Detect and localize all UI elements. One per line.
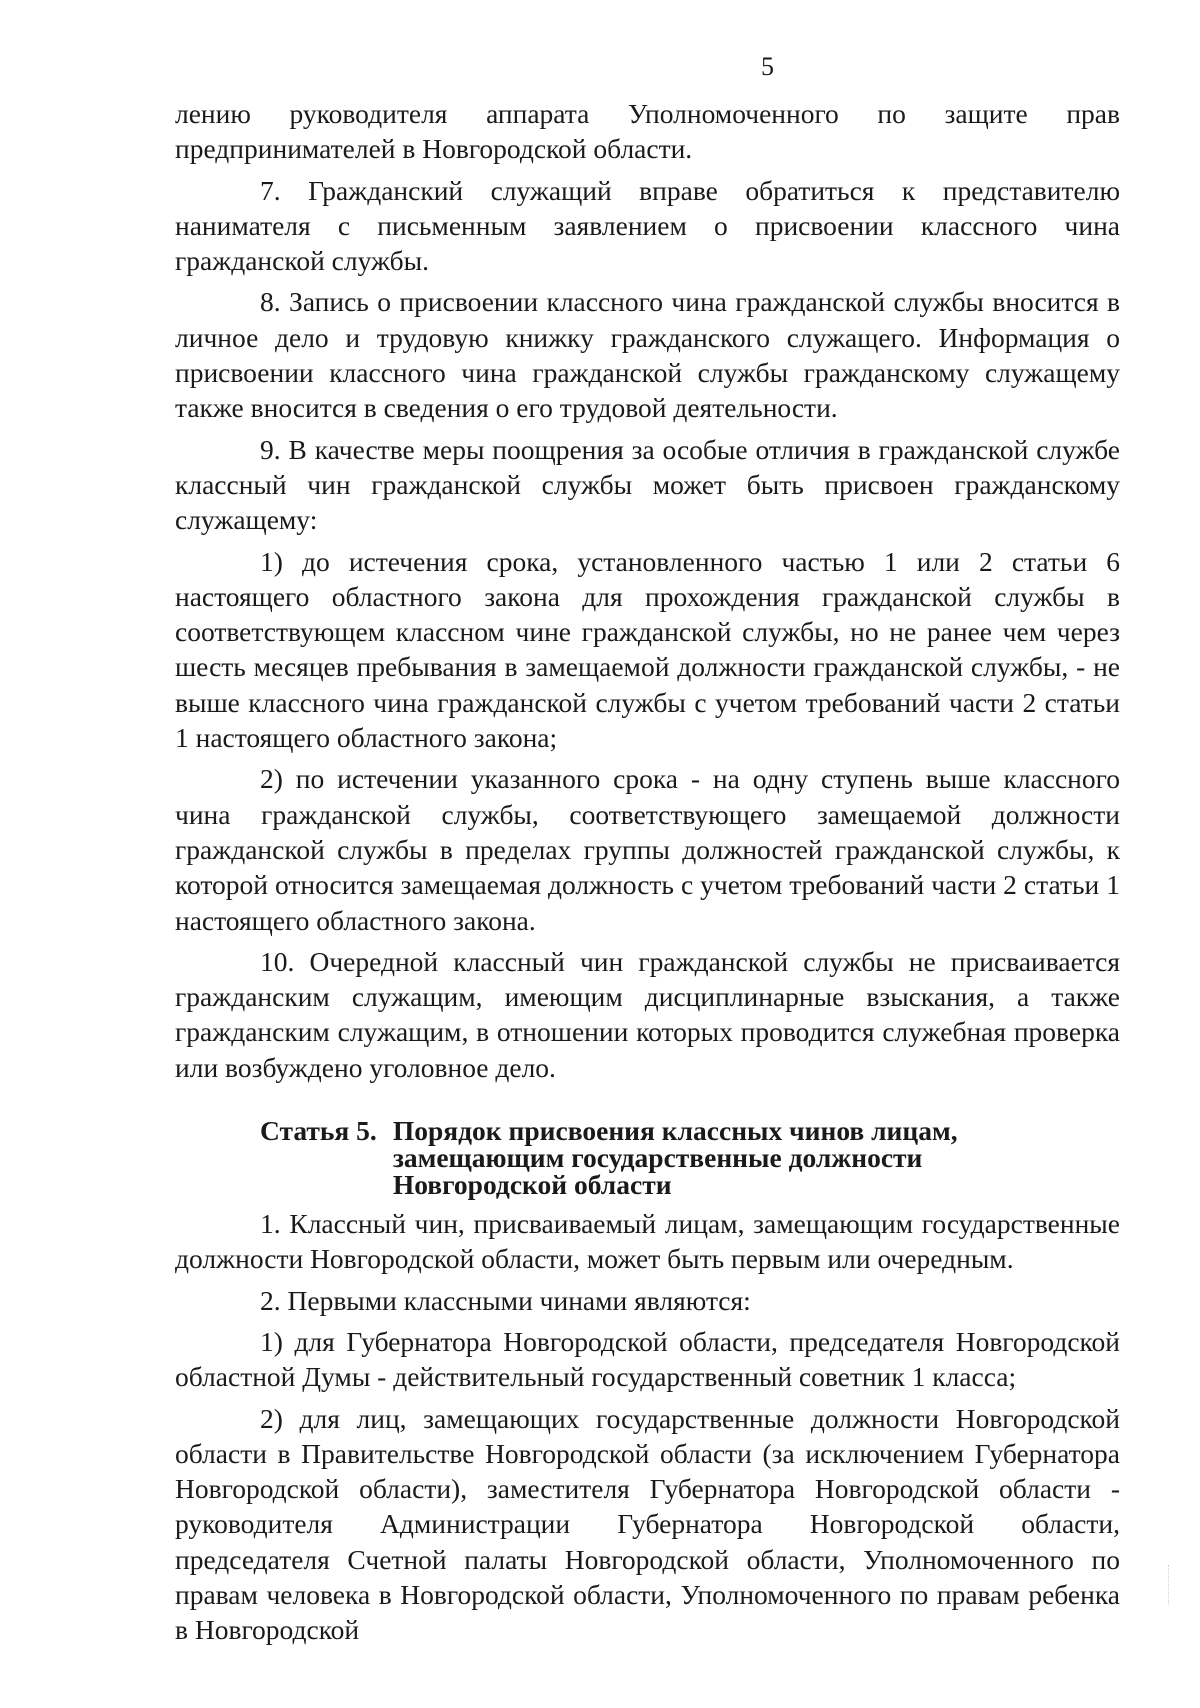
scan-edge-mark: [1168, 1565, 1170, 1605]
article-label: Статья 5.: [260, 1115, 377, 1147]
paragraph-10: 10. Очередной классный чин гражданской службы не присваивается гражданским служащим, имеющим дисциплинарные взыскания, а также гражданским служащим, в отношении которых проводится служебная проверка или возбуждено уголовное дело.: [175, 945, 1120, 1083]
paragraph-continuation: лению руководителя аппарата Уполномоченного по защите прав предпринимателей в Новгородской области.: [175, 98, 1120, 165]
article-paragraph-1: 1. Классный чин, присваиваемый лицам, замещающим государственные должности Новгородской области, может быть первым или очередным.: [175, 1208, 1120, 1275]
article-paragraph-2-item-1: 1) для Губернатора Новгородской области, председателя Новгородской областной Думы - действительный государственный советник 1 класса;: [175, 1325, 1120, 1393]
article-heading: [260, 1115, 1120, 1201]
article-paragraph-2: 2. Первыми классными чинами являются:: [260, 1284, 751, 1316]
paragraph-7: 7. Гражданский служащий вправе обратиться к представителю нанимателя с письменным заявлением о присвоении классного чина гражданской службы.: [175, 174, 1120, 277]
page-number: 5: [761, 52, 774, 81]
paragraph-9-item-1: 1) до истечения срока, установленного частью 1 или 2 статьи 6 настоящего областного закона для прохождения гражданской службы в соответствующем классном чине гражданской службы, но не ранее чем через шесть месяцев пребывания в замещаемой должности гражданской службы, - не выше классного чина гражданской службы с учетом требований части 2 статьи 1 настоящего областного закона;: [175, 545, 1120, 754]
paragraph-8: 8. Запись о присвоении классного чина гражданской службы вносится в личное дело и трудовую книжку гражданского служащего. Информация о присвоении классного чина гражданской службы гражданскому служащему также вносится в сведения о его трудовой деятельности.: [175, 286, 1120, 424]
paragraph-9-item-2: 2) по истечении указанного срока - на одну ступень выше классного чина гражданской службы, соответствующего замещаемой должности гражданской службы в пределах группы должностей гражданской службы, к которой относится замещаемая должность с учетом требований части 2 статьи 1 настоящего областного закона.: [175, 763, 1120, 936]
paragraph-9: 9. В качестве меры поощрения за особые отличия в гражданской службе классный чин гражданской службы может быть присвоен гражданскому служащему:: [175, 433, 1120, 536]
article-paragraph-2-item-2: 2) для лиц, замещающих государственные должности Новгородской области в Правительстве Новгородской области (за исключением Губернатора Новгородской области), заместителя Губернатора Новгородской области - руководителя Администрации Губернатора Новгородской области, председателя Счетной палаты Новгородской области, Уполномоченного по правам человека в Новгородской области, Уполномоченного по правам ребенка в Новгородской: [175, 1402, 1120, 1646]
article-title: Порядок присвоения классных чинов лицам, замещающим государственные должности Новгородской области: [392, 1115, 958, 1201]
